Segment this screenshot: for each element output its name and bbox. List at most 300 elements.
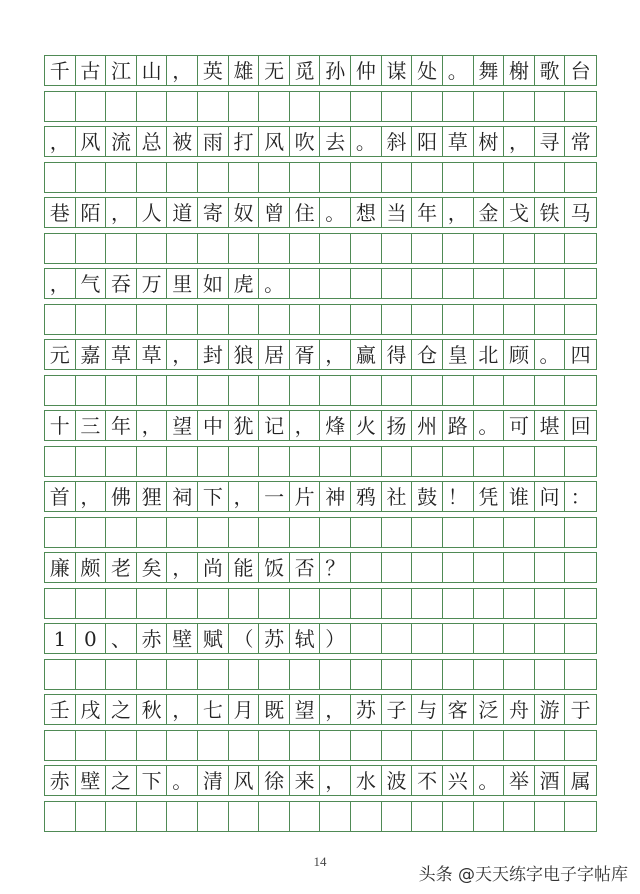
- practice-cell: [565, 305, 596, 334]
- practice-cell: [106, 92, 137, 121]
- character-cell: ，: [76, 482, 107, 511]
- practice-cell: [198, 731, 229, 760]
- practice-cell: [259, 589, 290, 618]
- character-cell: [382, 269, 413, 298]
- practice-cell: [382, 92, 413, 121]
- character-cell: 壁: [76, 766, 107, 795]
- practice-row: [44, 375, 597, 406]
- character-cell: 北: [474, 340, 505, 369]
- character-cell: [382, 624, 413, 653]
- practice-cell: [45, 234, 76, 263]
- character-cell: 古: [76, 56, 107, 85]
- practice-cell: [474, 518, 505, 547]
- practice-cell: [198, 376, 229, 405]
- character-cell: 草: [137, 340, 168, 369]
- character-cell: [535, 624, 566, 653]
- character-cell: 雄: [229, 56, 260, 85]
- character-cell: 水: [351, 766, 382, 795]
- character-cell: 望: [290, 695, 321, 724]
- character-cell: 中: [198, 411, 229, 440]
- character-cell: 烽: [320, 411, 351, 440]
- text-row: [44, 623, 597, 654]
- character-cell: 奴: [229, 198, 260, 227]
- character-cell: 。: [320, 198, 351, 227]
- character-cell: 酒: [535, 766, 566, 795]
- practice-cell: [535, 163, 566, 192]
- practice-cell: [137, 376, 168, 405]
- practice-cell: [535, 376, 566, 405]
- practice-cell: [45, 163, 76, 192]
- character-cell: 举: [504, 766, 535, 795]
- practice-cell: [351, 660, 382, 689]
- character-cell: 饭: [259, 553, 290, 582]
- character-cell: 兴: [443, 766, 474, 795]
- practice-cell: [504, 731, 535, 760]
- practice-cell: [474, 447, 505, 476]
- character-cell: ，: [504, 127, 535, 156]
- character-cell: 既: [259, 695, 290, 724]
- character-cell: 。: [443, 56, 474, 85]
- practice-cell: [320, 376, 351, 405]
- character-cell: 波: [382, 766, 413, 795]
- character-cell: 想: [351, 198, 382, 227]
- character-cell: 矣: [137, 553, 168, 582]
- character-cell: ，: [45, 127, 76, 156]
- practice-cell: [290, 92, 321, 121]
- practice-cell: [106, 660, 137, 689]
- practice-cell: [229, 660, 260, 689]
- practice-cell: [259, 660, 290, 689]
- practice-cell: [167, 802, 198, 831]
- character-cell: 居: [259, 340, 290, 369]
- text-row: [44, 765, 597, 796]
- practice-cell: [351, 234, 382, 263]
- practice-cell: [290, 163, 321, 192]
- character-cell: 秋: [137, 695, 168, 724]
- character-cell: 四: [570, 342, 591, 367]
- practice-cell: [320, 305, 351, 334]
- character-cell: 尚: [198, 553, 229, 582]
- practice-cell: [320, 447, 351, 476]
- practice-cell: [320, 731, 351, 760]
- practice-cell: [351, 447, 382, 476]
- character-cell: 。: [474, 766, 505, 795]
- practice-cell: [351, 731, 382, 760]
- page-number: 14: [313, 854, 327, 869]
- character-cell: 扬: [382, 411, 413, 440]
- character-cell: 虎: [229, 269, 260, 298]
- practice-cell: [382, 376, 413, 405]
- character-cell: ，: [167, 56, 198, 85]
- character-cell: 狸: [137, 482, 168, 511]
- practice-cell: [290, 376, 321, 405]
- character-cell: [565, 624, 596, 653]
- practice-cell: [320, 518, 351, 547]
- character-cell: 寻: [535, 127, 566, 156]
- character-cell: 清: [198, 766, 229, 795]
- character-cell: 舟: [504, 695, 535, 724]
- practice-cell: [167, 234, 198, 263]
- practice-cell: [382, 802, 413, 831]
- character-cell: 火: [351, 411, 382, 440]
- character-cell: 与: [412, 695, 443, 724]
- practice-cell: [474, 92, 505, 121]
- practice-cell: [259, 163, 290, 192]
- character-cell: [351, 553, 382, 582]
- practice-row: [44, 588, 597, 619]
- character-cell: 被: [167, 127, 198, 156]
- character-cell: 之: [106, 766, 137, 795]
- character-cell: 社: [382, 482, 413, 511]
- practice-cell: [290, 234, 321, 263]
- practice-cell: [45, 802, 76, 831]
- character-cell: 风: [229, 766, 260, 795]
- practice-cell: [45, 589, 76, 618]
- character-cell: 鼓: [412, 482, 443, 511]
- practice-cell: [198, 589, 229, 618]
- practice-cell: [45, 305, 76, 334]
- practice-cell: [382, 731, 413, 760]
- character-cell: [351, 269, 382, 298]
- practice-cell: [351, 376, 382, 405]
- practice-cell: [351, 305, 382, 334]
- practice-cell: [443, 518, 474, 547]
- practice-cell: [382, 518, 413, 547]
- character-cell: 里: [167, 269, 198, 298]
- character-cell: 如: [198, 269, 229, 298]
- practice-cell: [259, 376, 290, 405]
- character-cell: ，: [320, 340, 351, 369]
- practice-row: [44, 517, 597, 548]
- character-cell: 风: [76, 127, 107, 156]
- practice-cell: [167, 163, 198, 192]
- practice-cell: [565, 163, 596, 192]
- practice-cell: [443, 447, 474, 476]
- practice-cell: [229, 518, 260, 547]
- practice-cell: [229, 376, 260, 405]
- character-cell: 巷: [45, 198, 76, 227]
- character-cell: 赤: [45, 766, 76, 795]
- character-cell: 树: [474, 127, 505, 156]
- practice-cell: [229, 305, 260, 334]
- character-cell: 下: [137, 766, 168, 795]
- character-cell: 得: [382, 340, 413, 369]
- character-cell: 七: [198, 695, 229, 724]
- practice-cell: [504, 660, 535, 689]
- character-cell: 。: [474, 411, 505, 440]
- practice-cell: [320, 802, 351, 831]
- character-cell: 皇: [443, 340, 474, 369]
- character-cell: 封: [198, 340, 229, 369]
- character-cell: 风: [259, 127, 290, 156]
- practice-cell: [412, 518, 443, 547]
- character-cell: [504, 624, 535, 653]
- practice-cell: [106, 234, 137, 263]
- character-cell: 吞: [106, 269, 137, 298]
- character-cell: 流: [106, 127, 137, 156]
- character-cell: 觅: [290, 56, 321, 85]
- practice-cell: [443, 802, 474, 831]
- practice-row: [44, 91, 597, 122]
- character-cell: 。: [351, 127, 382, 156]
- character-cell: 赤: [137, 624, 168, 653]
- practice-cell: [45, 660, 76, 689]
- character-cell: 苏: [351, 695, 382, 724]
- practice-cell: [45, 447, 76, 476]
- practice-cell: [76, 518, 107, 547]
- practice-cell: [76, 660, 107, 689]
- practice-row: [44, 162, 597, 193]
- practice-cell: [535, 731, 566, 760]
- practice-cell: [504, 92, 535, 121]
- practice-cell: [382, 660, 413, 689]
- practice-cell: [76, 305, 107, 334]
- character-cell: ，: [320, 695, 351, 724]
- character-cell: [504, 553, 535, 582]
- practice-cell: [351, 802, 382, 831]
- practice-cell: [229, 731, 260, 760]
- character-cell: 总: [137, 127, 168, 156]
- practice-cell: [229, 163, 260, 192]
- practice-cell: [565, 802, 596, 831]
- practice-cell: [45, 518, 76, 547]
- character-cell: [320, 269, 351, 298]
- character-cell: 歌: [535, 56, 566, 85]
- character-cell: ！: [443, 482, 474, 511]
- character-cell: 谋: [382, 56, 413, 85]
- character-cell: 壬: [45, 695, 76, 724]
- practice-cell: [137, 234, 168, 263]
- character-cell: 佛: [106, 482, 137, 511]
- practice-cell: [259, 802, 290, 831]
- practice-cell: [229, 234, 260, 263]
- practice-cell: [76, 802, 107, 831]
- practice-cell: [320, 163, 351, 192]
- character-cell: 气: [76, 269, 107, 298]
- character-cell: 不: [412, 766, 443, 795]
- character-cell: [474, 269, 505, 298]
- practice-cell: [443, 589, 474, 618]
- practice-cell: [474, 234, 505, 263]
- character-cell: 神: [320, 482, 351, 511]
- character-cell: ，: [106, 198, 137, 227]
- text-row: [44, 197, 597, 228]
- practice-cell: [106, 376, 137, 405]
- practice-cell: [351, 589, 382, 618]
- practice-row: [44, 730, 597, 761]
- character-cell: [565, 269, 596, 298]
- character-cell: 寄: [198, 198, 229, 227]
- character-cell: 属: [570, 768, 591, 793]
- practice-cell: [565, 660, 596, 689]
- practice-cell: [290, 731, 321, 760]
- practice-cell: [535, 518, 566, 547]
- character-cell: 于: [570, 697, 591, 722]
- character-cell: 仓: [412, 340, 443, 369]
- character-cell: 道: [167, 198, 198, 227]
- practice-cell: [320, 234, 351, 263]
- practice-cell: [565, 731, 596, 760]
- practice-cell: [504, 589, 535, 618]
- practice-cell: [535, 589, 566, 618]
- practice-cell: [259, 518, 290, 547]
- character-cell: 十: [45, 411, 76, 440]
- practice-cell: [106, 802, 137, 831]
- character-cell: [443, 624, 474, 653]
- practice-cell: [535, 305, 566, 334]
- character-cell: 、: [106, 624, 137, 653]
- practice-cell: [76, 163, 107, 192]
- practice-cell: [504, 163, 535, 192]
- character-cell: 阳: [412, 127, 443, 156]
- character-cell: （: [229, 624, 260, 653]
- practice-cell: [443, 163, 474, 192]
- text-row: [44, 694, 597, 725]
- practice-cell: [412, 92, 443, 121]
- character-cell: 千: [45, 56, 76, 85]
- character-cell: 胥: [290, 340, 321, 369]
- character-cell: 孙: [320, 56, 351, 85]
- text-row: [44, 126, 597, 157]
- practice-cell: [535, 234, 566, 263]
- practice-cell: [474, 660, 505, 689]
- practice-cell: [504, 802, 535, 831]
- character-cell: 仲: [351, 56, 382, 85]
- practice-cell: [290, 447, 321, 476]
- practice-cell: [167, 731, 198, 760]
- practice-cell: [412, 731, 443, 760]
- practice-cell: [412, 660, 443, 689]
- practice-cell: [443, 660, 474, 689]
- practice-cell: [565, 447, 596, 476]
- character-cell: 处: [412, 56, 443, 85]
- character-cell: 泛: [474, 695, 505, 724]
- practice-cell: [412, 589, 443, 618]
- text-row: [44, 55, 597, 86]
- practice-cell: [45, 92, 76, 121]
- practice-cell: [76, 731, 107, 760]
- character-cell: 年: [412, 198, 443, 227]
- practice-cell: [504, 447, 535, 476]
- character-cell: ，: [229, 482, 260, 511]
- practice-cell: [106, 589, 137, 618]
- character-cell: [474, 553, 505, 582]
- practice-cell: [137, 163, 168, 192]
- practice-cell: [474, 802, 505, 831]
- practice-cell: [565, 376, 596, 405]
- text-row: [44, 268, 597, 299]
- practice-cell: [290, 589, 321, 618]
- character-cell: [351, 624, 382, 653]
- character-cell: 。: [259, 269, 290, 298]
- character-cell: 打: [229, 127, 260, 156]
- practice-cell: [320, 660, 351, 689]
- character-cell: ，: [167, 340, 198, 369]
- character-cell: 年: [106, 411, 137, 440]
- practice-cell: [229, 589, 260, 618]
- character-cell: [443, 553, 474, 582]
- practice-cell: [382, 589, 413, 618]
- character-cell: 廉: [45, 553, 76, 582]
- practice-cell: [443, 731, 474, 760]
- practice-cell: [565, 92, 596, 121]
- character-cell: 三: [76, 411, 107, 440]
- practice-cell: [504, 305, 535, 334]
- character-cell: 吹: [290, 127, 321, 156]
- character-cell: 。: [535, 340, 566, 369]
- practice-cell: [412, 376, 443, 405]
- character-cell: 老: [106, 553, 137, 582]
- character-cell: 草: [443, 127, 474, 156]
- practice-cell: [76, 234, 107, 263]
- character-cell: ，: [443, 198, 474, 227]
- character-cell: 一: [259, 482, 290, 511]
- practice-cell: [259, 731, 290, 760]
- practice-cell: [443, 92, 474, 121]
- practice-cell: [137, 731, 168, 760]
- practice-cell: [137, 92, 168, 121]
- text-row: [44, 481, 597, 512]
- practice-cell: [504, 518, 535, 547]
- practice-row: [44, 446, 597, 477]
- character-cell: 金: [474, 198, 505, 227]
- character-cell: 问: [535, 482, 566, 511]
- character-cell: 赢: [351, 340, 382, 369]
- character-cell: 榭: [504, 56, 535, 85]
- character-cell: 当: [382, 198, 413, 227]
- character-cell: 凭: [474, 482, 505, 511]
- character-cell: [565, 553, 596, 582]
- character-cell: [412, 624, 443, 653]
- practice-cell: [198, 518, 229, 547]
- practice-cell: [382, 163, 413, 192]
- practice-cell: [259, 234, 290, 263]
- practice-cell: [351, 518, 382, 547]
- character-cell: ，: [167, 695, 198, 724]
- practice-cell: [45, 376, 76, 405]
- practice-cell: [535, 447, 566, 476]
- character-cell: 谁: [504, 482, 535, 511]
- practice-cell: [137, 660, 168, 689]
- character-cell: 住: [290, 198, 321, 227]
- character-cell: ：: [570, 484, 591, 509]
- character-cell: 山: [137, 56, 168, 85]
- practice-grid: [44, 55, 597, 836]
- practice-cell: [76, 376, 107, 405]
- practice-cell: [137, 305, 168, 334]
- practice-cell: [198, 92, 229, 121]
- practice-cell: [565, 589, 596, 618]
- character-cell: 望: [167, 411, 198, 440]
- character-cell: 苏: [259, 624, 290, 653]
- practice-cell: [382, 305, 413, 334]
- character-cell: 0: [76, 624, 107, 653]
- practice-cell: [474, 376, 505, 405]
- character-cell: [504, 269, 535, 298]
- practice-cell: [443, 376, 474, 405]
- character-cell: 游: [535, 695, 566, 724]
- character-cell: 下: [198, 482, 229, 511]
- practice-cell: [351, 92, 382, 121]
- practice-cell: [443, 234, 474, 263]
- character-cell: [443, 269, 474, 298]
- character-cell: 路: [443, 411, 474, 440]
- practice-cell: [504, 234, 535, 263]
- practice-row: [44, 233, 597, 264]
- character-cell: 首: [45, 482, 76, 511]
- character-cell: 万: [137, 269, 168, 298]
- character-cell: 壁: [167, 624, 198, 653]
